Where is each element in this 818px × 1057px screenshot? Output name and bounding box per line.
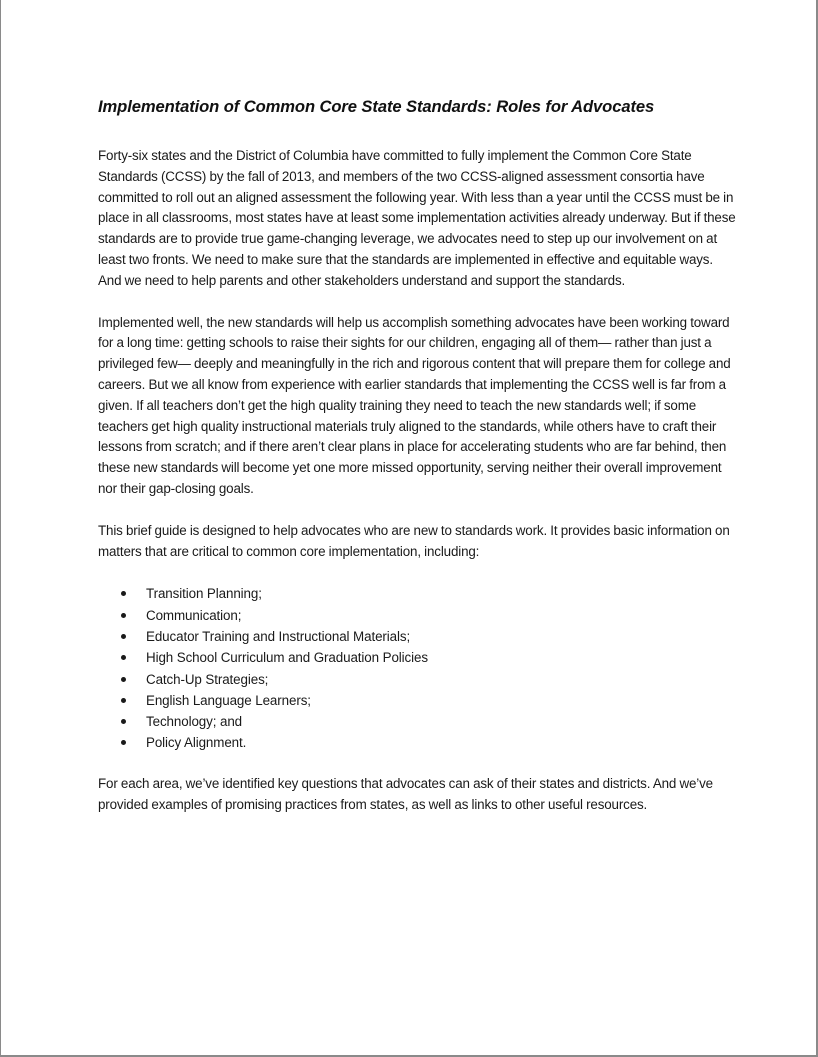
list-item — [98, 732, 738, 753]
list-item-text: Transition Planning; — [146, 586, 262, 602]
guide-paragraph: This brief guide is designed to help advocates who are new to standards work. It provides basic information on matters that are critical to common core implementation, including: — [98, 522, 730, 559]
bullet-icon — [121, 613, 126, 618]
list-item-text: Catch-Up Strategies; — [146, 671, 269, 687]
list-item — [98, 690, 738, 711]
document-body — [98, 96, 738, 836]
list-item — [98, 669, 738, 690]
bullet-icon — [121, 740, 126, 745]
list-item — [98, 605, 738, 626]
intro-paragraph: Forty-six states and the District of Columbia have committed to fully implement the Common Core State Standards (CCSS) by the fall of 2013, and members of the two CCSS-aligned assessment consortia have committed to roll out an aligned assessment the following year. With less than a year until the CCSS must be in place in all classrooms, most states have at least some implementation activities already underway. But if these standards are to provide true game-changing leverage, we advocates need to step up our involvement on at least two fronts. We need to make sure that the standards are implemented in effective and equitable ways. And we need to help parents and other stakeholders understand and support the standards. — [98, 148, 736, 288]
bullet-icon — [121, 634, 126, 639]
list-item-text: High School Curriculum and Graduation Policies — [146, 650, 428, 666]
list-item — [98, 626, 738, 647]
list-item — [98, 647, 738, 668]
bullet-icon — [121, 591, 126, 596]
list-item-text: Communication; — [146, 607, 242, 623]
implementation-paragraph: Implemented well, the new standards will help us accomplish something advocates have been working toward for a long time: getting schools to raise their sights for our children, engaging all of them— rather than just a privileged few— deeply and meaningfully in the rich and rigorous content that will prepare them for college and careers. But we all know from experience with earlier standards that implementing the CCSS well is far from a given. If all teachers don’t get the high quality training they need to teach the new standards well; if some teachers get high quality instructional materials truly aligned to the standards, while others have to craft their lessons from scratch; and if there aren’t clear plans in place for accelerating students who are far behind, then these new standards will become yet one more missed opportunity, serving neither their overall improvement nor their gap-closing goals. — [98, 314, 731, 496]
list-item-text: English Language Learners; — [146, 692, 311, 708]
bullet-icon — [121, 698, 126, 703]
bullet-icon — [121, 677, 126, 682]
list-item-text: Policy Alignment. — [146, 735, 247, 751]
list-item — [98, 583, 738, 604]
topics-list — [98, 583, 738, 753]
list-item-text: Technology; and — [146, 714, 243, 730]
bullet-icon — [121, 719, 126, 724]
list-item-text: Educator Training and Instructional Materials; — [146, 628, 411, 644]
bullet-icon — [121, 655, 126, 660]
list-item — [98, 711, 738, 732]
closing-paragraph: For each area, we’ve identified key questions that advocates can ask of their states and districts. And we’ve provided examples of promising practices from states, as well as links to other useful resources. — [98, 775, 713, 812]
document-title: Implementation of Common Core State Standards: Roles for Advocates — [98, 97, 655, 116]
